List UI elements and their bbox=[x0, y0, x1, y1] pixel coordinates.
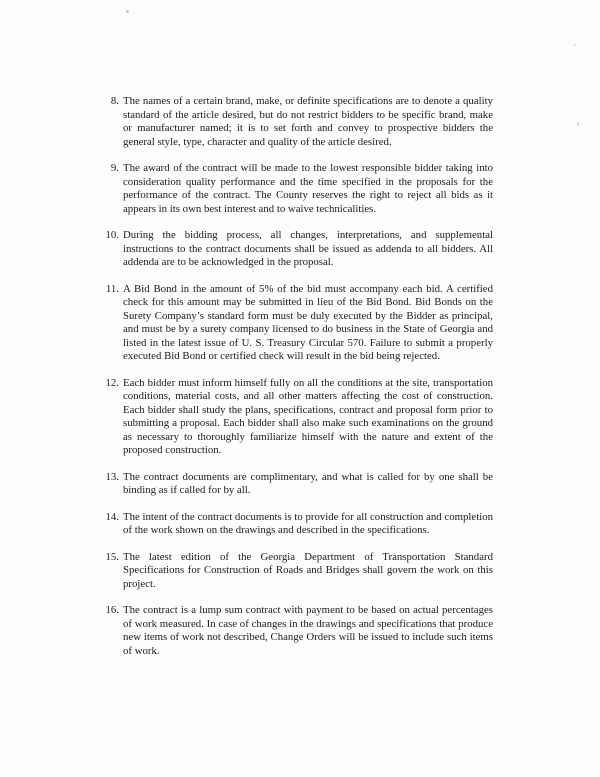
item-text: The intent of the contract documents is to provide for all construction and completion of the work shown on the drawings and described in the specifications. bbox=[123, 510, 493, 536]
item-number: 16. bbox=[105, 604, 119, 616]
list-item bbox=[101, 229, 493, 270]
item-number: 13. bbox=[105, 470, 119, 483]
item-number: 10. bbox=[105, 229, 119, 241]
item-number: 15. bbox=[105, 550, 119, 563]
list-item bbox=[101, 511, 493, 538]
item-number: 11. bbox=[105, 282, 119, 295]
item-text: A Bid Bond in the amount of 5% of the bid must accompany each bid. A certified check for this amount may be submitted in lieu of the Bid Bond. Bid Bonds on the Surety Company’s standard form must be duly executed by the Bidder as principal, and must be by a surety company licensed to do business in the State of Georgia and listed in the latest issue of U. S. Treasury Circular 570. Failure to submit a properly executed Bid Bond or certified check will result in the bid being rejected. bbox=[123, 282, 493, 362]
list-item bbox=[101, 162, 493, 216]
item-number: 9. bbox=[110, 162, 119, 174]
list-item bbox=[101, 471, 493, 498]
item-text: Each bidder must inform himself fully on all the conditions at the site, transportation conditions, material costs, and all other matters affecting the cost of construction. Each bidder shall study the plans, specifications, contract and proposal form prior to submitting a proposal. Each bidder shall also make such examinations on the ground as necessary to thoroughly familiarize himself with the nature and extent of the proposed construction. bbox=[123, 376, 493, 456]
list-item bbox=[101, 604, 493, 658]
list-item bbox=[101, 283, 493, 364]
scan-speck-icon bbox=[577, 122, 579, 126]
scan-speck-icon bbox=[126, 10, 129, 13]
item-text: The contract is a lump sum contract with payment to be based on actual percentages of work measured. In case of changes in the drawings and specifications that produce new items of work not described, Change Orders will be issued to include such items of work. bbox=[123, 604, 493, 657]
item-text: The latest edition of the Georgia Department of Transportation Standard Specifications for Construction of Roads and Bridges shall govern the work on this project. bbox=[123, 550, 493, 590]
item-number: 14. bbox=[105, 510, 119, 523]
item-number: 8. bbox=[110, 95, 119, 107]
item-number: 12. bbox=[105, 376, 119, 389]
list-item bbox=[101, 95, 493, 149]
item-text: The contract documents are complimentary, and what is called for by one shall be binding as if called for by all. bbox=[123, 470, 493, 496]
list-item bbox=[101, 551, 493, 592]
list-item bbox=[101, 377, 493, 458]
item-text: During the bidding process, all changes, interpretations, and supplemental instructions to the contract documents shall be issued as addenda to all bidders. All addenda are to be acknowledged in the proposal. bbox=[123, 229, 493, 268]
numbered-list bbox=[101, 95, 493, 671]
item-text: The names of a certain brand, make, or definite specifications are to denote a quality standard of the article desired, but do not restrict bidders to be specific brand, make or manufacturer named; it is to set forth and convey to prospective bidders the general style, type, character and quality of the article desired. bbox=[123, 95, 493, 148]
item-text: The award of the contract will be made to the lowest responsible bidder taking into consideration quality performance and the time specified in the proposals for the performance of the contract. The County reserves the right to reject all bids as it appears in its own best interest and to waive technicalities. bbox=[123, 162, 493, 215]
scan-speck-icon bbox=[574, 44, 576, 46]
